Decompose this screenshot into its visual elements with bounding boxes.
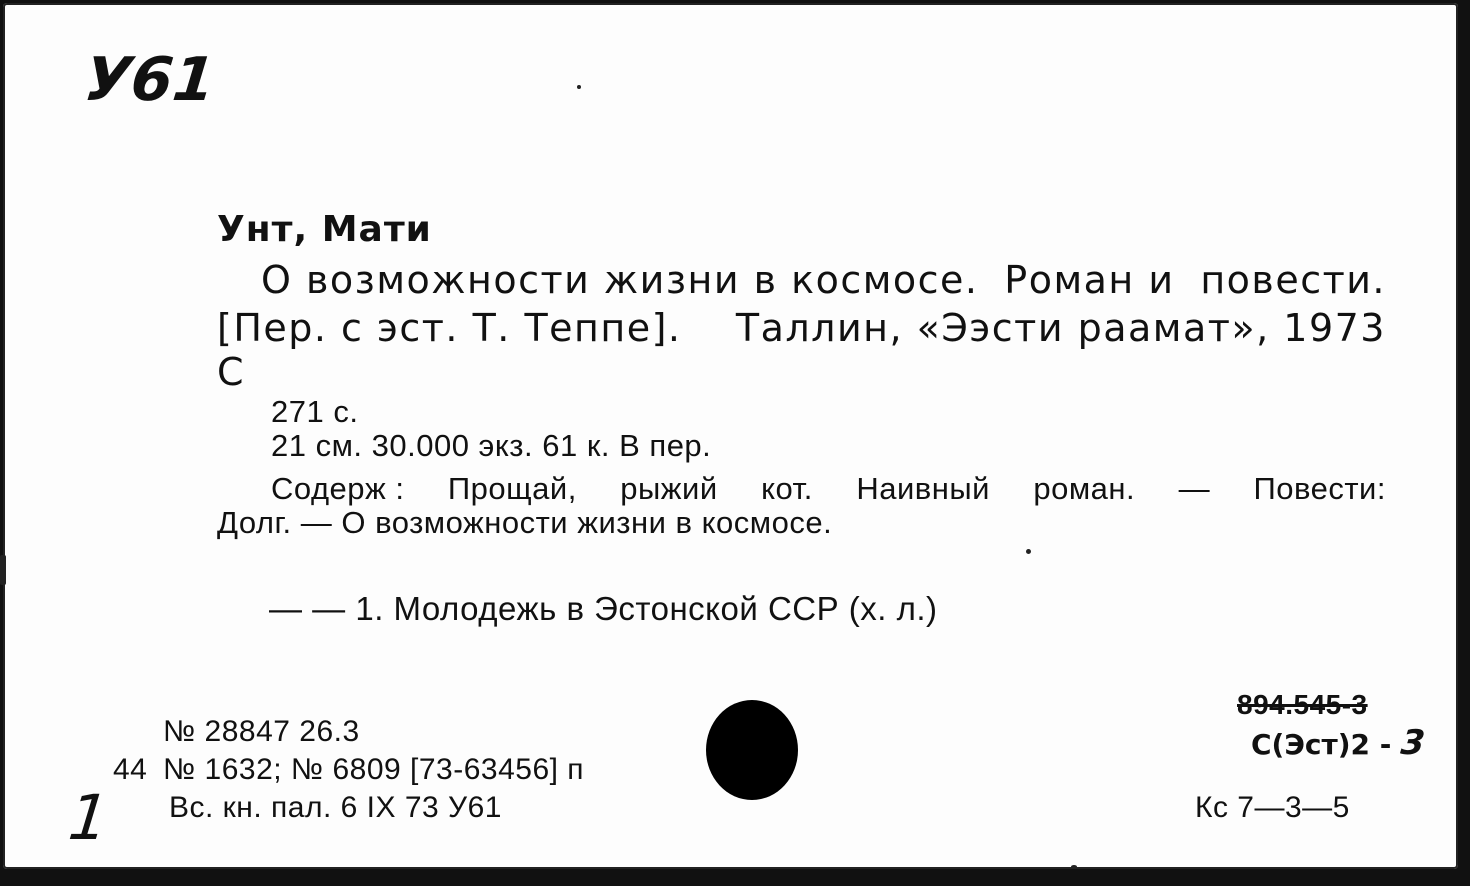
accession-line: № 28847 26.3: [163, 715, 360, 748]
title-line-2: [217, 306, 1386, 350]
ink-speck: [1071, 865, 1077, 868]
page-count: 271 с.: [271, 394, 359, 429]
contents-line-1: [271, 471, 1386, 507]
contents-word: —: [1178, 471, 1211, 506]
title-part: повести.: [1200, 258, 1386, 302]
handwritten-corner-mark: 1: [65, 781, 113, 854]
format-line: 21 см. 30.000 экз. 61 к. В пер.: [271, 428, 712, 463]
subject-heading: — — 1. Молодежь в Эстонской ССР (х. л.): [269, 590, 938, 627]
punch-hole: [706, 700, 798, 800]
title-part: О возможности жизни в космосе.: [261, 258, 979, 302]
contents-word: Содерж :: [271, 471, 405, 506]
contents-line-2: Долг. — О возможности жизни в космосе.: [217, 505, 833, 540]
handwritten-shelf-mark: У61: [81, 45, 219, 115]
class-code-line: [1251, 723, 1425, 763]
contents-word: роман.: [1033, 471, 1136, 506]
contents-word: рыжий: [620, 471, 718, 506]
contents-word: Наивный: [856, 471, 990, 506]
author-heading: Унт, Мати: [217, 209, 432, 250]
ink-speck: [577, 85, 581, 89]
chamber-line: Вс. кн. пал. 6 IX 73 У61: [169, 791, 502, 824]
kc-code: Кс 7—3—5: [1195, 791, 1350, 824]
edge-mark: [0, 555, 6, 585]
contents-word: кот.: [761, 471, 813, 506]
handwritten-class-suffix: 3: [1399, 723, 1427, 763]
title-line-3: С: [217, 350, 246, 394]
catalog-card: [3, 3, 1458, 869]
publisher-info: Таллин, «Ээсти раамат», 1973: [735, 306, 1386, 350]
struck-class-code: 894.545-3: [1237, 689, 1368, 720]
registry-line: № 1632; № 6809 [73-63456] п: [163, 753, 585, 786]
class-code: С(Эст)2 -: [1251, 728, 1392, 761]
translator-note: [Пер. с эст. Т. Теппе].: [217, 306, 682, 350]
registry-prefix: 44: [113, 753, 148, 786]
contents-word: Повести:: [1253, 471, 1386, 506]
ink-speck: [1026, 549, 1031, 554]
title-part: Роман и: [1004, 258, 1175, 302]
title-line-1: [261, 258, 1386, 302]
contents-word: Прощай,: [447, 471, 577, 506]
